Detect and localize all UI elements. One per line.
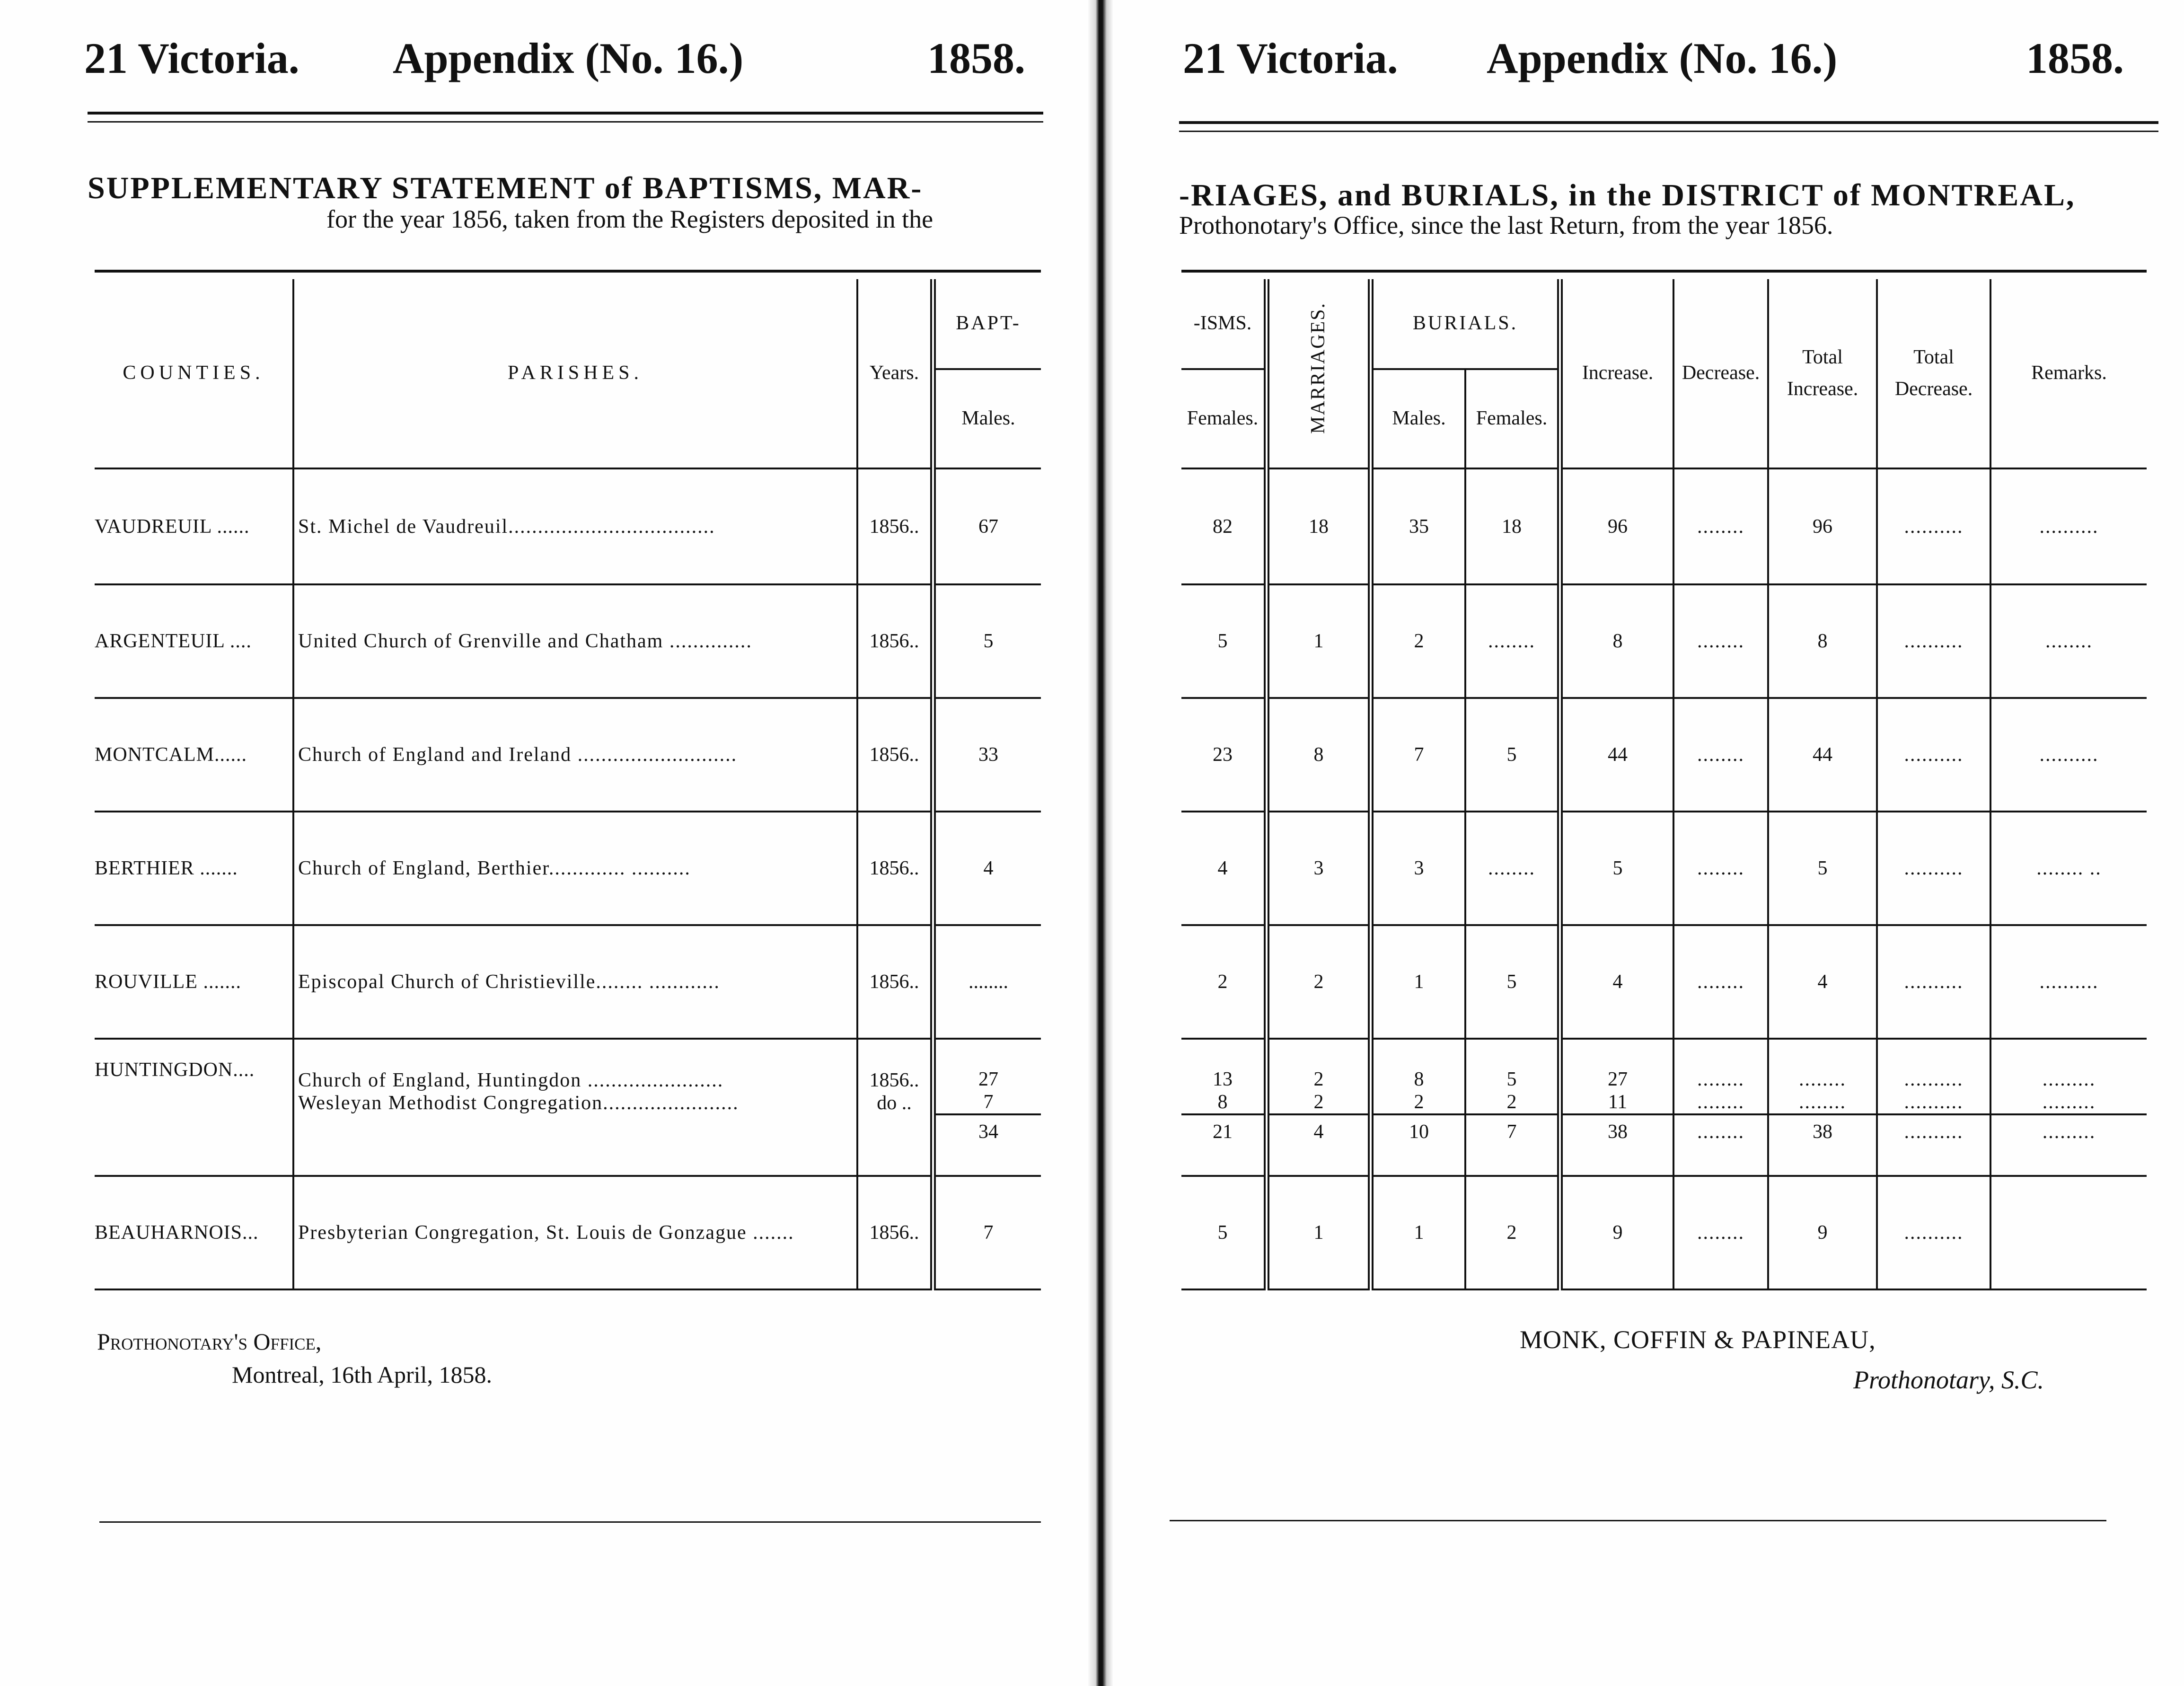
left-page — [0, 0, 1088, 1686]
statement-subtitle: Prothonotary's Office, since the last Return, from the year 1856. — [1179, 211, 1833, 239]
table-row — [95, 698, 1041, 812]
year-cell: 1856.. — [857, 468, 933, 584]
header-total-decrease — [1877, 279, 1990, 468]
table-row-subtotal — [1181, 1114, 2147, 1176]
header-counties: COUNTIES. — [95, 279, 293, 468]
running-head-appendix: Appendix (No. 16.) — [393, 34, 744, 82]
total-decrease-line2: Decrease. — [1894, 378, 1973, 400]
females-line: 13 — [1213, 1068, 1233, 1090]
males-cell: 5 — [933, 584, 1041, 698]
signers: MONK, COFFIN & PAPINEAU, — [1520, 1325, 1876, 1354]
decrease-line: ........ — [1697, 1068, 1745, 1090]
county-cell: ARGENTEUIL .... — [95, 584, 293, 698]
marriages-cell: 1 — [1267, 584, 1371, 698]
total-increase-line: ........ — [1799, 1068, 1847, 1090]
increase-cell-multi — [1560, 1039, 1673, 1114]
total-decrease-line: .......... — [1904, 1068, 1964, 1090]
burial-males-cell: 35 — [1371, 468, 1465, 584]
table-row — [95, 1039, 1041, 1114]
remarks-cell: .......... — [1990, 698, 2147, 812]
remarks-cell-multi — [1990, 1039, 2147, 1114]
males-subtotal: 34 — [933, 1114, 1041, 1176]
burial-males-subtotal: 10 — [1371, 1114, 1465, 1176]
decrease-cell: ........ — [1673, 584, 1768, 698]
burial-females-cell: 2 — [1465, 1176, 1560, 1289]
total-increase-cell: 5 — [1768, 812, 1877, 925]
increase-cell: 5 — [1560, 812, 1673, 925]
table-row — [95, 1176, 1041, 1289]
total-increase-line: ........ — [1799, 1091, 1847, 1113]
year-cell-multi — [857, 1039, 933, 1114]
total-increase-line2: Increase. — [1787, 378, 1858, 400]
burial-females-cell: 5 — [1465, 925, 1560, 1039]
total-decrease-cell: .......... — [1877, 812, 1990, 925]
males-cell: 7 — [933, 1176, 1041, 1289]
males-cell: 33 — [933, 698, 1041, 812]
burial-females-subtotal: 7 — [1465, 1114, 1560, 1176]
year-cell: 1856.. — [857, 812, 933, 925]
header-baptisms-group-end: -ISMS. — [1181, 279, 1267, 369]
remarks-cell — [1990, 1176, 2147, 1289]
increase-cell: 8 — [1560, 584, 1673, 698]
females-cell: 4 — [1181, 812, 1267, 925]
total-decrease-cell: .......... — [1877, 698, 1990, 812]
burial-males-line: 2 — [1414, 1091, 1424, 1113]
burial-females-cell: ........ — [1465, 812, 1560, 925]
decrease-cell-multi — [1673, 1039, 1768, 1114]
table-row — [1181, 925, 2147, 1039]
males-line: 7 — [983, 1091, 994, 1113]
decrease-line: ........ — [1697, 1091, 1745, 1113]
decrease-cell: ........ — [1673, 925, 1768, 1039]
total-increase-line1: Total — [1802, 346, 1843, 368]
table-row — [1181, 698, 2147, 812]
decrease-cell: ........ — [1673, 468, 1768, 584]
table-row — [95, 812, 1041, 925]
total-increase-cell: 8 — [1768, 584, 1877, 698]
burial-males-line: 8 — [1414, 1068, 1424, 1090]
marriages-subtotal: 4 — [1267, 1114, 1371, 1176]
header-males: Males. — [933, 369, 1041, 468]
remarks-cell: .......... — [1990, 925, 2147, 1039]
females-line: 8 — [1217, 1091, 1228, 1113]
header-burials-group: BURIALS. — [1371, 279, 1560, 369]
total-decrease-line: .......... — [1904, 1091, 1964, 1113]
burial-males-cell: 1 — [1371, 925, 1465, 1039]
females-cell: 82 — [1181, 468, 1267, 584]
bottom-rule — [99, 1521, 1041, 1523]
burial-females-line: 5 — [1506, 1068, 1517, 1090]
burial-females-cell-multi — [1465, 1039, 1560, 1114]
statement-title: SUPPLEMENTARY STATEMENT of BAPTISMS, MAR- — [88, 171, 923, 205]
right-register-table — [1181, 279, 2147, 1290]
marriages-line: 2 — [1313, 1091, 1324, 1113]
males-cell: 67 — [933, 468, 1041, 584]
parish-cell: Church of England and Ireland ........................... — [293, 698, 857, 812]
total-decrease-cell: .......... — [1877, 468, 1990, 584]
year-cell: 1856.. — [857, 584, 933, 698]
bottom-rule — [1170, 1520, 2106, 1521]
prothonotary-office: Prothonotary's Office, — [97, 1328, 322, 1355]
header-total-increase — [1768, 279, 1877, 468]
total-decrease-cell-multi — [1877, 1039, 1990, 1114]
marriages-cell: 8 — [1267, 698, 1371, 812]
right-page — [1113, 0, 2184, 1686]
year-line: 1856.. — [869, 1069, 919, 1091]
remarks-cell: ........ — [1990, 584, 2147, 698]
header-remarks: Remarks. — [1990, 279, 2147, 468]
males-line: 27 — [978, 1068, 998, 1090]
header-decrease: Decrease. — [1673, 279, 1768, 468]
total-decrease-subtotal: .......... — [1877, 1114, 1990, 1176]
remarks-line: ......... — [2042, 1091, 2096, 1113]
burial-females-cell: ........ — [1465, 584, 1560, 698]
table-row — [1181, 1176, 2147, 1289]
females-cell: 23 — [1181, 698, 1267, 812]
total-increase-cell: 9 — [1768, 1176, 1877, 1289]
total-decrease-line1: Total — [1913, 346, 1954, 368]
parish-cell: Presbyterian Congregation, St. Louis de Gonzague ....... — [293, 1176, 857, 1289]
marriages-label: MARRIAGES. — [1307, 302, 1330, 434]
county-cell: HUNTINGDON.... — [95, 1039, 293, 1176]
decrease-subtotal: ........ — [1673, 1114, 1768, 1176]
females-cell-multi — [1181, 1039, 1267, 1114]
increase-cell: 44 — [1560, 698, 1673, 812]
parish-cell: Church of England, Berthier............. .......... — [293, 812, 857, 925]
head-rule-thin — [88, 121, 1043, 123]
table-row — [1181, 468, 2147, 584]
decrease-cell: ........ — [1673, 812, 1768, 925]
running-head-regnal: 21 Victoria. — [1183, 34, 1398, 82]
header-marriages — [1267, 279, 1371, 468]
burial-females-line: 2 — [1506, 1091, 1517, 1113]
total-decrease-cell: .......... — [1877, 584, 1990, 698]
county-cell: VAUDREUIL ...... — [95, 468, 293, 584]
increase-line: 27 — [1608, 1068, 1628, 1090]
total-increase-cell: 96 — [1768, 468, 1877, 584]
parish-cell-multi — [293, 1039, 857, 1114]
burial-females-cell: 5 — [1465, 698, 1560, 812]
header-baptisms-group: BAPT- — [933, 279, 1041, 369]
increase-cell: 4 — [1560, 925, 1673, 1039]
parish-cell: Episcopal Church of Christieville........ ............ — [293, 925, 857, 1039]
table-row — [1181, 812, 2147, 925]
county-cell: ROUVILLE ....... — [95, 925, 293, 1039]
header-increase: Increase. — [1560, 279, 1673, 468]
place-date: Montreal, 16th April, 1858. — [232, 1361, 492, 1388]
table-row — [95, 584, 1041, 698]
females-cell: 5 — [1181, 1176, 1267, 1289]
running-head-appendix: Appendix (No. 16.) — [1487, 34, 1838, 82]
county-cell: MONTCALM...... — [95, 698, 293, 812]
table-top-rule — [95, 270, 1041, 273]
header-burial-females: Females. — [1465, 369, 1560, 468]
county-cell: BERTHIER ....... — [95, 812, 293, 925]
header-burial-males: Males. — [1371, 369, 1465, 468]
decrease-cell: ........ — [1673, 1176, 1768, 1289]
marriages-cell: 2 — [1267, 925, 1371, 1039]
head-rule-thin — [1179, 131, 2158, 132]
parish-cell-empty — [293, 1114, 857, 1176]
running-head-year: 1858. — [927, 34, 1025, 82]
table-row — [95, 468, 1041, 584]
burial-males-cell: 7 — [1371, 698, 1465, 812]
head-rule — [1179, 121, 2158, 124]
parish-cell: United Church of Grenville and Chatham .............. — [293, 584, 857, 698]
parish-cell: St. Michel de Vaudreuil................................... — [293, 468, 857, 584]
burial-females-cell: 18 — [1465, 468, 1560, 584]
signer-title: Prothonotary, S.C. — [1853, 1366, 2044, 1394]
head-rule — [88, 112, 1043, 115]
year-cell: 1856.. — [857, 925, 933, 1039]
table-row — [95, 925, 1041, 1039]
increase-cell: 9 — [1560, 1176, 1673, 1289]
left-register-table — [95, 279, 1041, 1290]
marriages-cell: 1 — [1267, 1176, 1371, 1289]
total-decrease-cell: .......... — [1877, 925, 1990, 1039]
increase-subtotal: 38 — [1560, 1114, 1673, 1176]
county-cell: BEAUHARNOIS... — [95, 1176, 293, 1289]
parish-line: Church of England, Huntingdon ....................... — [298, 1069, 724, 1091]
remarks-cell: .......... — [1990, 468, 2147, 584]
running-head-year: 1858. — [2026, 34, 2124, 82]
marriages-cell-multi — [1267, 1039, 1371, 1114]
males-cell: 4 — [933, 812, 1041, 925]
statement-title: -RIAGES, and BURIALS, in the DISTRICT of MONTREAL, — [1179, 178, 2076, 212]
burial-males-cell: 3 — [1371, 812, 1465, 925]
year-cell: 1856.. — [857, 698, 933, 812]
females-cell: 5 — [1181, 584, 1267, 698]
increase-line: 11 — [1608, 1091, 1628, 1113]
year-line: do .. — [877, 1092, 912, 1114]
header-years: Years. — [857, 279, 933, 468]
table-row-multi — [1181, 1039, 2147, 1114]
table-top-rule — [1181, 270, 2147, 273]
table-row — [1181, 584, 2147, 698]
total-increase-cell: 44 — [1768, 698, 1877, 812]
parish-line: Wesleyan Methodist Congregation....................... — [298, 1092, 739, 1114]
marriages-line: 2 — [1313, 1068, 1324, 1090]
year-cell: 1856.. — [857, 1176, 933, 1289]
increase-cell: 96 — [1560, 468, 1673, 584]
burial-males-cell-multi — [1371, 1039, 1465, 1114]
decrease-cell: ........ — [1673, 698, 1768, 812]
total-decrease-cell: .......... — [1877, 1176, 1990, 1289]
year-cell-empty — [857, 1114, 933, 1176]
females-subtotal: 21 — [1181, 1114, 1267, 1176]
total-increase-cell-multi — [1768, 1039, 1877, 1114]
females-cell: 2 — [1181, 925, 1267, 1039]
marriages-cell: 3 — [1267, 812, 1371, 925]
males-cell-multi — [933, 1039, 1041, 1114]
running-head-regnal: 21 Victoria. — [84, 34, 299, 82]
remarks-subtotal: ......... — [1990, 1114, 2147, 1176]
statement-subtitle: for the year 1856, taken from the Registers deposited in the — [326, 205, 933, 233]
header-parishes: PARISHES. — [293, 279, 857, 468]
header-females: Females. — [1181, 369, 1267, 468]
remarks-cell: ........ .. — [1990, 812, 2147, 925]
total-increase-subtotal: 38 — [1768, 1114, 1877, 1176]
remarks-line: ......... — [2042, 1068, 2096, 1090]
males-cell: ........ — [933, 925, 1041, 1039]
burial-males-cell: 1 — [1371, 1176, 1465, 1289]
marriages-cell: 18 — [1267, 468, 1371, 584]
total-increase-cell: 4 — [1768, 925, 1877, 1039]
page-gutter — [1088, 0, 1113, 1686]
burial-males-cell: 2 — [1371, 584, 1465, 698]
